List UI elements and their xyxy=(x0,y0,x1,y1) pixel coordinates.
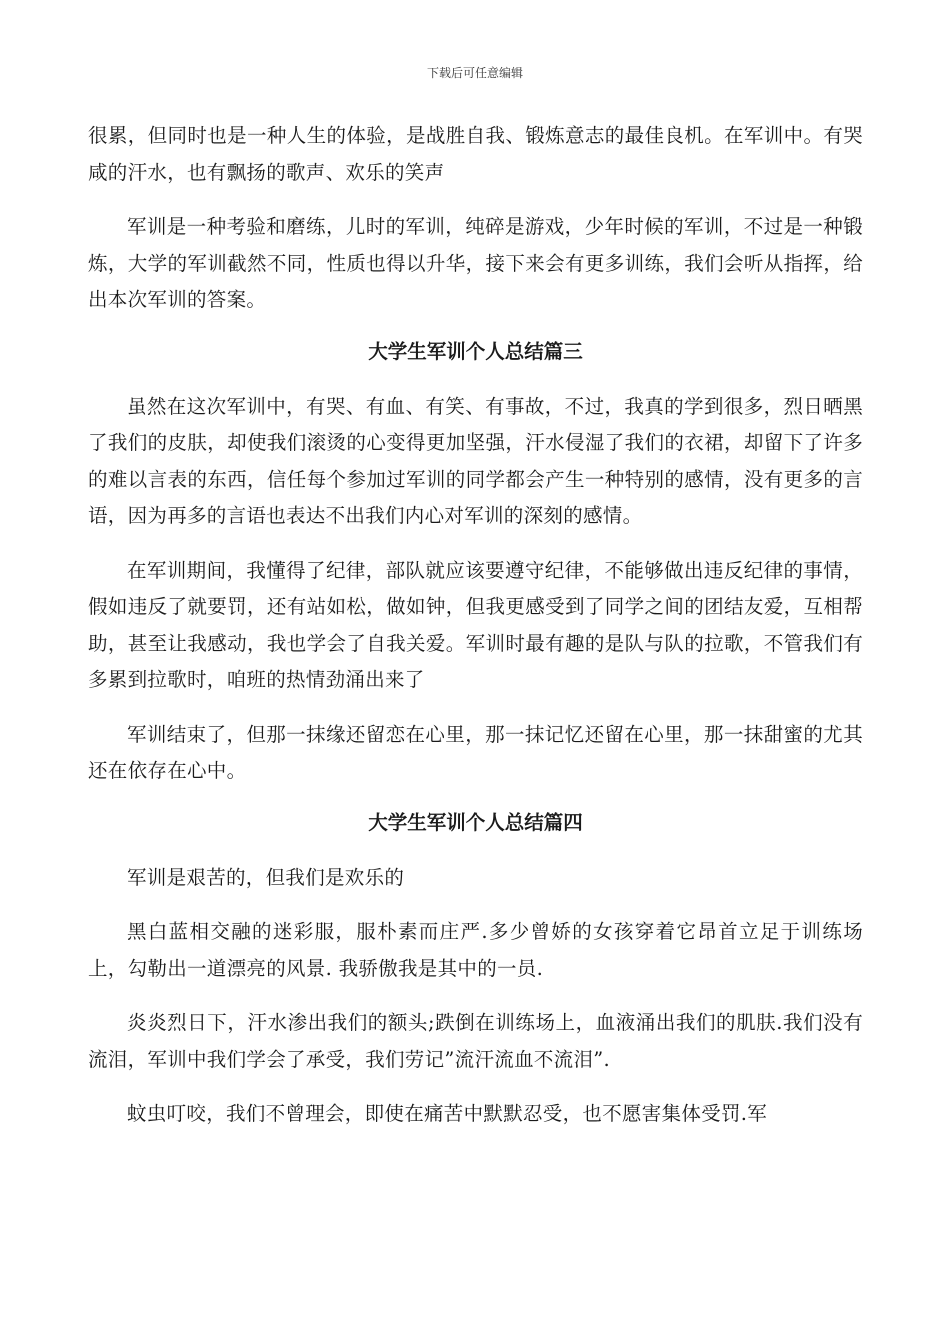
paragraph: 军训是艰苦的，但我们是欢乐的 xyxy=(127,865,405,889)
paragraph: 很累，但同时也是一种人生的体验，是战胜自我、锻炼意志的最佳良机。在军训中。有哭咸的汗水，也有飘扬的歌声、欢乐的笑声 xyxy=(88,124,863,184)
page-header: 下载后可任意编辑 xyxy=(426,66,523,80)
section-title-4: 大学生军训个人总结篇四 xyxy=(368,810,583,834)
paragraph: 军训是一种考验和磨练，儿时的军训，纯碎是游戏，少年时候的军训，不过是一种锻炼，大学的军训截然不同，性质也得以升华，接下来会有更多训练，我们会听从指挥，给出本次军训的答案。 xyxy=(88,215,863,311)
paragraph: 虽然在这次军训中，有哭、有血、有笑、有事故，不过，我真的学到很多，烈日晒黑了我们的皮肤，却使我们滚烫的心变得更加坚强，汗水侵湿了我们的衣裙，却留下了许多的难以言表的东西，信任每个参加过军训的同学都会产生一种特别的感情，没有更多的言语，因为再多的言语也表达不出我们内心对军训的深刻的感情。 xyxy=(88,394,863,527)
document-body xyxy=(88,118,863,1151)
paragraph: 军训结束了，但那一抹缘还留恋在心里，那一抹记忆还留在心里，那一抹甜蜜的尤其还在依存在心中。 xyxy=(88,722,863,782)
paragraph: 黑白蓝相交融的迷彩服，服朴素而庄严.多少曾娇的女孩穿着它昂首立足于训练场上，勾勒出一道漂亮的风景. 我骄傲我是其中的一员. xyxy=(88,920,863,980)
paragraph: 蚊虫叮咬，我们不曾理会，即使在痛苦中默默忍受，也不愿害集体受罚.军 xyxy=(127,1102,768,1125)
section-title-3: 大学生军训个人总结篇三 xyxy=(368,339,583,363)
paragraph: 在军训期间，我懂得了纪律，部队就应该要遵守纪律，不能够做出违反纪律的事情，假如违反了就要罚，还有站如松，做如钟，但我更感受到了同学之间的团结友爱，互相帮助，甚至让我感动，我也学会了自我关爱。军训时最有趣的是队与队的拉歌，不管我们有多累到拉歌时，咱班的热情劲涌出来了 xyxy=(88,558,863,691)
paragraph: 炎炎烈日下，汗水渗出我们的额头;跌倒在训练场上，血液涌出我们的肌肤.我们没有流泪，军训中我们学会了承受，我们劳记”流汗流血不流泪”. xyxy=(88,1011,863,1071)
